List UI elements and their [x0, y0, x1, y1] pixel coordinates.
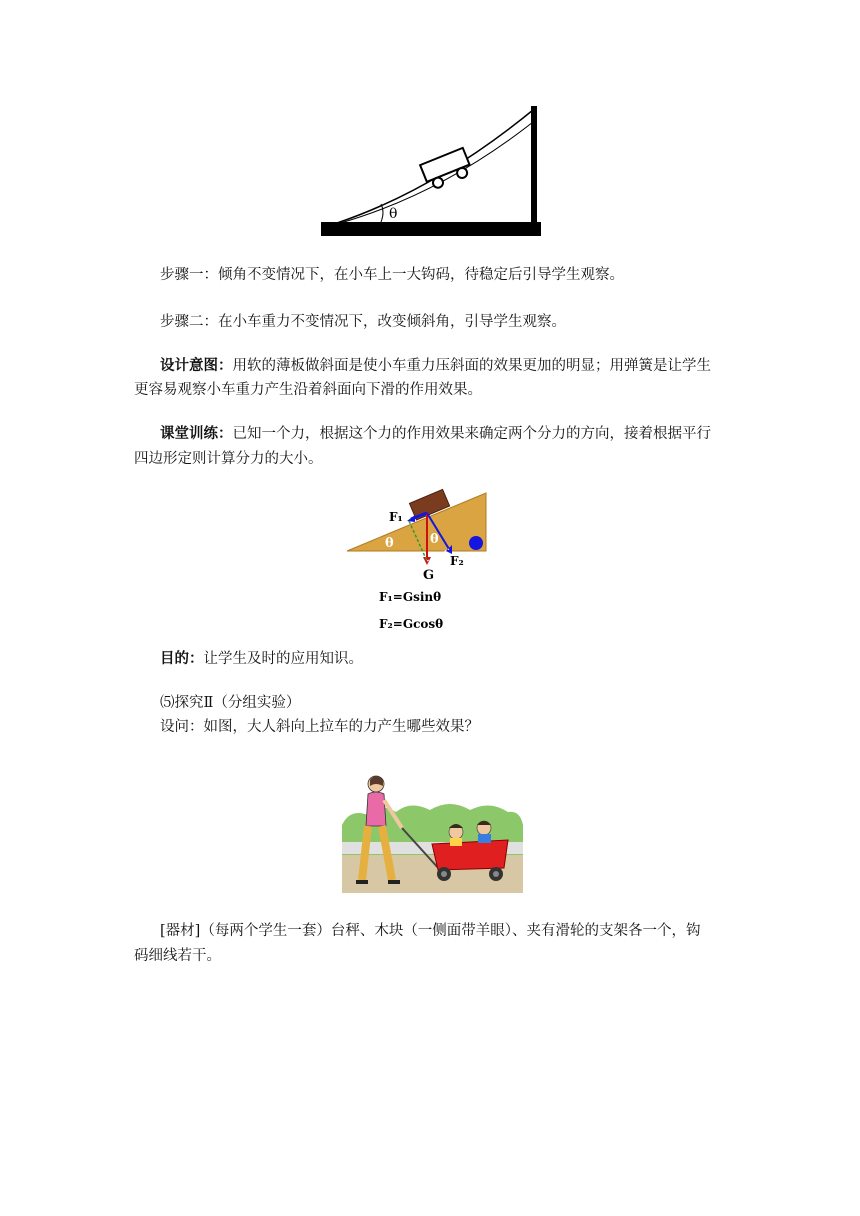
angle-arc	[381, 204, 383, 222]
force-decomposition-figure	[345, 485, 495, 635]
training-text1: 已知一个力，根据这个力的作用效果来确定两个分力的方向，接着根据平行	[232, 426, 711, 442]
wagon-pulling-figure	[340, 770, 525, 895]
f1-label: F₁	[389, 510, 403, 524]
design-intent-line1	[160, 353, 711, 379]
step-one-text: 步骤一：倾角不变情况下，在小车上一大钩码，待稳定后引导学生观察。	[160, 267, 624, 283]
purpose-line	[160, 646, 363, 672]
angle-label: θ	[389, 206, 398, 222]
f1-arrowhead	[407, 515, 415, 522]
explore-title: ⑸探究Ⅱ（分组实验）	[160, 695, 301, 711]
explore-question: 设问：如图，大人斜向上拉车的力产生哪些效果？	[160, 719, 479, 735]
formula-2: F₂=Gcosθ	[379, 617, 444, 631]
equipment-line2: 码细线若干。	[134, 948, 221, 964]
training-line1	[160, 421, 711, 447]
design-intent-text1: 用软的薄板做斜面是使小车重力压斜面的效果更加的明显；用弹簧是让学生	[232, 358, 711, 374]
training-label: 课堂训练：	[160, 425, 233, 442]
theta-right-label: θ	[430, 532, 439, 547]
purpose-text: 让学生及时的应用知识。	[203, 651, 363, 667]
base-block	[321, 222, 541, 236]
cart	[420, 148, 473, 191]
incline-cart-figure	[315, 100, 547, 242]
design-intent-label: 设计意图：	[160, 357, 233, 374]
vertical-post	[531, 106, 537, 228]
equipment-line1: [器材]（每两个学生一套）台秤、木块（一侧面带羊眼）、夹有滑轮的支架各一个，钩	[160, 923, 701, 939]
design-intent-line2: 更容易观察小车重力产生沿着斜面向下滑的作用效果。	[134, 382, 482, 398]
g-label: G	[423, 568, 435, 583]
training-line2: 四边形定则计算分力的大小。	[134, 451, 323, 467]
purpose-label: 目的：	[160, 650, 204, 667]
f2-label: F₂	[450, 554, 464, 568]
blue-ball	[469, 536, 483, 550]
step-two-text: 步骤二：在小车重力不变情况下，改变倾斜角，引导学生观察。	[160, 314, 566, 330]
theta-left-label: θ	[385, 536, 394, 551]
formula-1: F₁=Gsinθ	[379, 590, 442, 604]
